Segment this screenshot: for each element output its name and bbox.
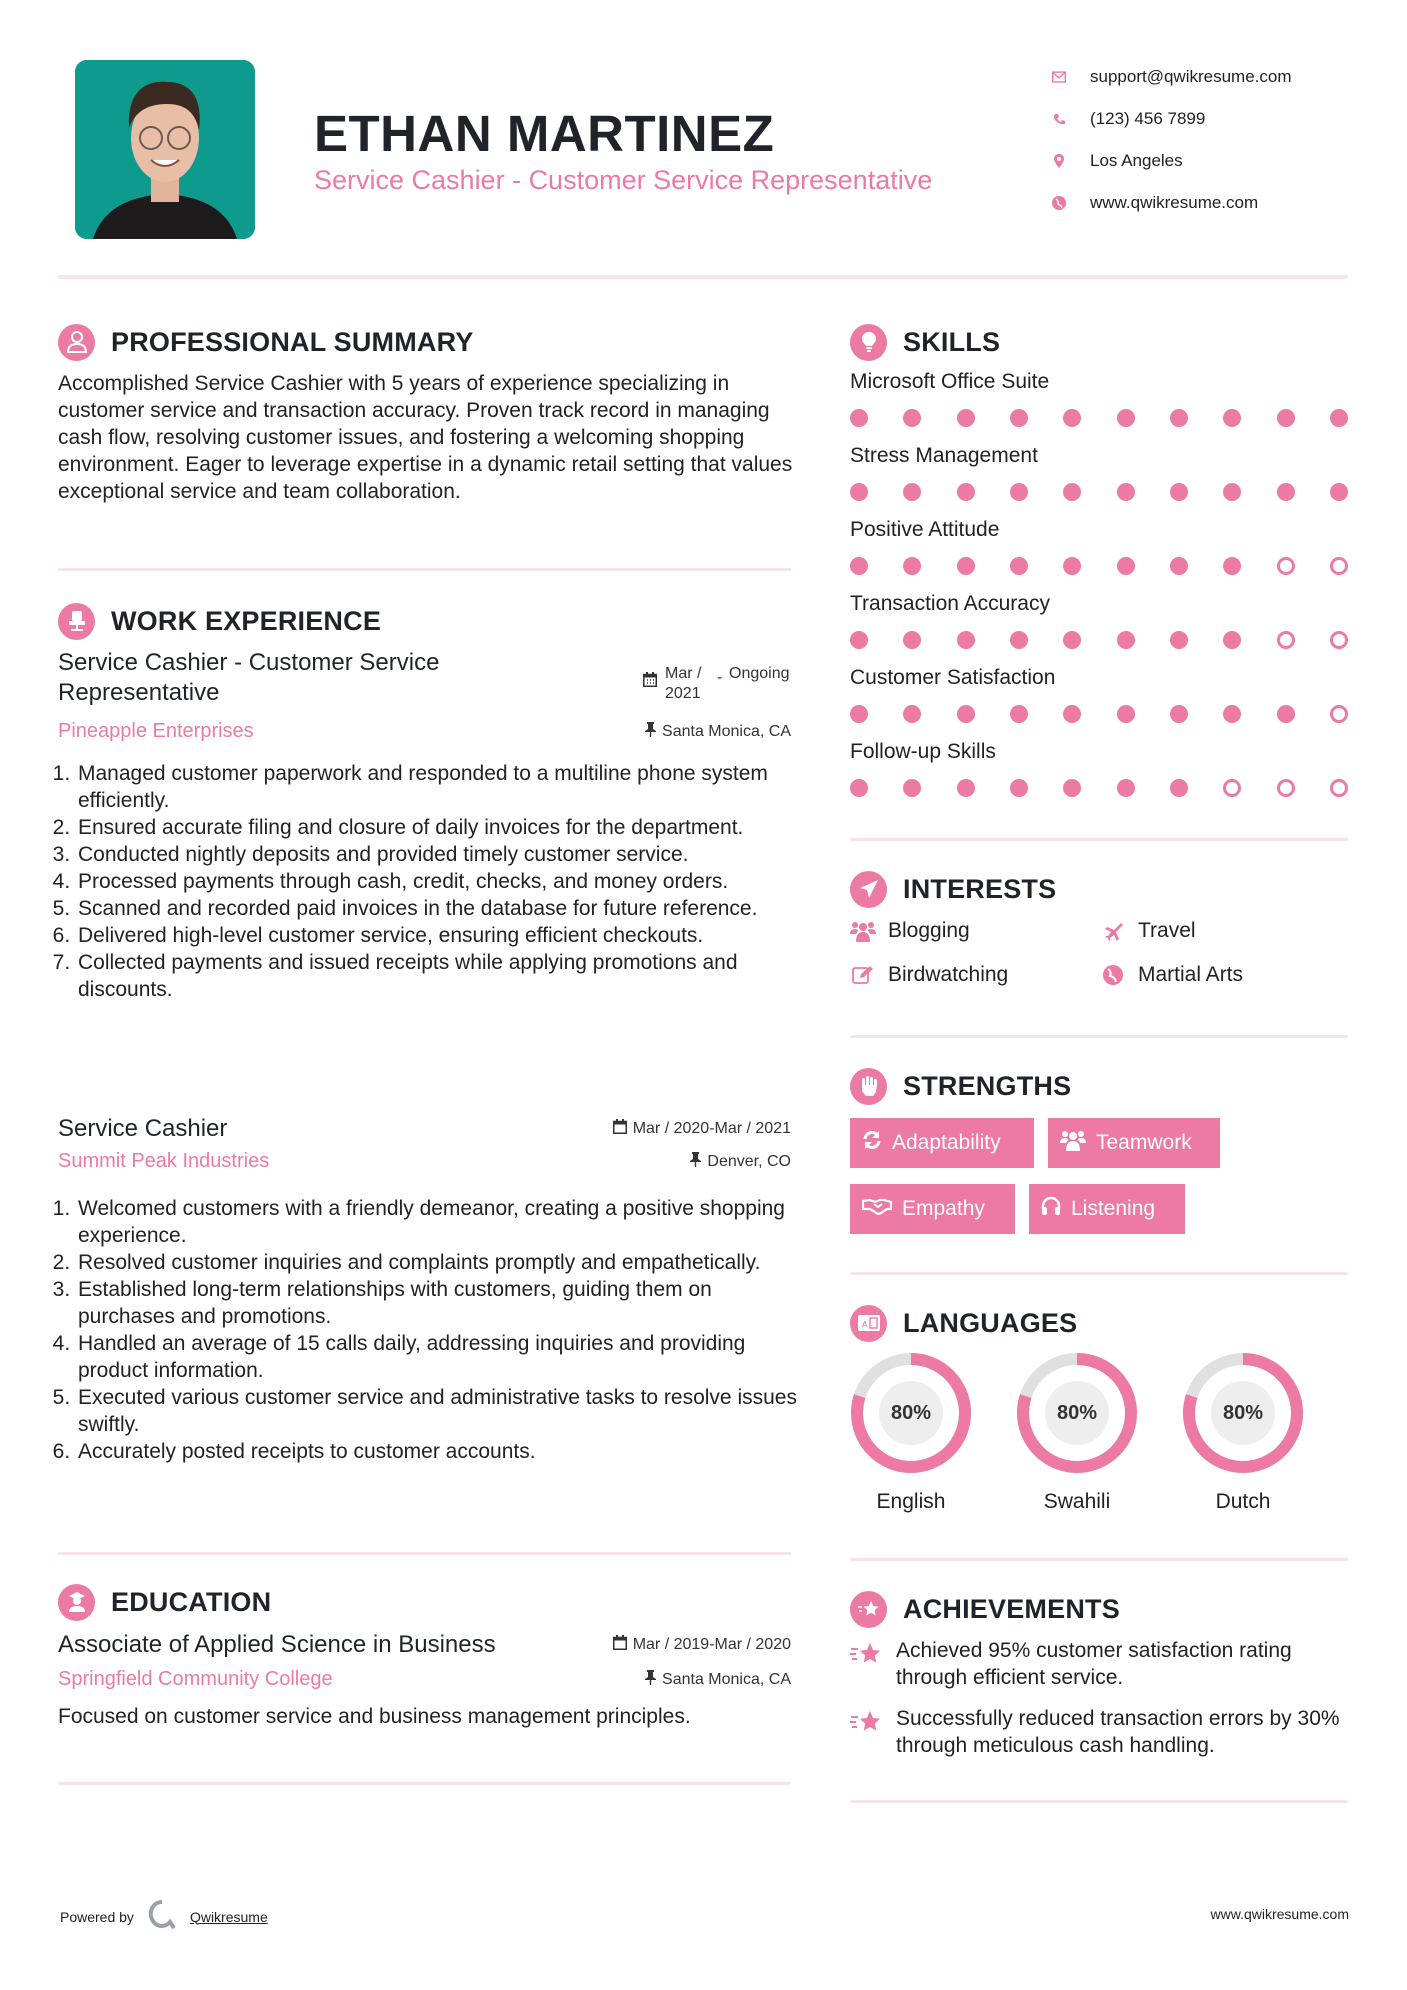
phone-icon	[1052, 112, 1066, 126]
skill-item	[850, 666, 1348, 740]
skill-rating	[850, 400, 1348, 444]
rating-dot-filled	[1117, 779, 1135, 797]
skills-list	[850, 370, 1348, 814]
company-name: Summit Peak Industries	[58, 1150, 270, 1172]
calendar-icon	[613, 1119, 627, 1139]
section-divider	[850, 838, 1348, 841]
pushpin-icon	[645, 722, 656, 742]
handshake-icon	[862, 1197, 892, 1221]
languages-heading: A LANGUAGES	[850, 1304, 1077, 1342]
calendar-icon	[613, 1635, 627, 1655]
job-duties-list	[58, 760, 798, 1003]
rating-dot-filled	[1277, 483, 1295, 501]
job-dates: Mar / 2021 - Ongoing	[643, 648, 791, 708]
job-duties-list	[58, 1195, 798, 1465]
rating-dot-filled	[1010, 409, 1028, 427]
duty-item: 2. Ensured accurate filing and closure of daily invoices for the department.	[76, 814, 798, 841]
duty-item: 1. Managed customer paperwork and responded to a multiline phone system efficiently.	[76, 760, 798, 814]
rating-dot-filled	[1117, 483, 1135, 501]
rating-dot-filled	[850, 557, 868, 575]
interests-heading: INTERESTS	[850, 870, 1056, 908]
rating-dot-empty	[1277, 557, 1295, 575]
duty-item: 6. Delivered high-level customer service, ensuring efficient checkouts.	[76, 922, 798, 949]
interest-item: Travel	[1100, 916, 1350, 946]
rating-dot-filled	[1223, 483, 1241, 501]
job-entry	[58, 648, 791, 743]
candidate-title: Service Cashier - Customer Service Representative	[314, 165, 933, 195]
language-name: English	[876, 1490, 946, 1513]
skills-heading: SKILLS	[850, 323, 1000, 361]
rating-dot-empty	[1277, 779, 1295, 797]
rating-dot-empty	[1330, 705, 1348, 723]
rating-dot-filled	[1063, 779, 1081, 797]
graduate-icon	[58, 1584, 95, 1621]
experience-heading: WORK EXPERIENCE	[58, 602, 381, 640]
school-name: Springfield Community College	[58, 1668, 333, 1690]
star-badge-icon	[850, 1591, 887, 1628]
achievements-list	[850, 1637, 1348, 1773]
section-divider	[850, 1272, 1348, 1275]
language-name: Swahili	[1043, 1490, 1111, 1513]
skill-name: Follow-up Skills	[850, 740, 996, 763]
duty-item: 7. Collected payments and issued receipts while applying promotions and discounts.	[76, 949, 798, 1003]
strength-tag: Listening	[1029, 1184, 1185, 1234]
section-divider	[58, 568, 791, 571]
rating-dot-filled	[957, 557, 975, 575]
strength-tag: Empathy	[850, 1184, 1015, 1234]
rating-dot-filled	[957, 631, 975, 649]
achievements-heading: ACHIEVEMENTS	[850, 1590, 1120, 1628]
rating-dot-filled	[903, 705, 921, 723]
calendar-icon	[643, 664, 657, 692]
rating-dot-filled	[903, 779, 921, 797]
contact-list	[1052, 56, 1292, 224]
rating-dot-empty	[1330, 631, 1348, 649]
rating-dot-filled	[1223, 631, 1241, 649]
duty-item: 4. Handled an average of 15 calls daily, addressing inquiries and providing product information.	[76, 1330, 798, 1384]
skill-rating	[850, 622, 1348, 666]
section-divider	[850, 1558, 1348, 1561]
rating-dot-filled	[850, 483, 868, 501]
rating-dot-filled	[1117, 409, 1135, 427]
rating-dot-filled	[1330, 483, 1348, 501]
lightbulb-icon	[850, 324, 887, 361]
language-progress-ring	[850, 1352, 972, 1474]
header-divider	[58, 275, 1348, 279]
rating-dot-filled	[1170, 705, 1188, 723]
map-pin-icon	[1052, 154, 1066, 168]
duty-item: 5. Scanned and recorded paid invoices in the database for future reference.	[76, 895, 798, 922]
rating-dot-filled	[1117, 705, 1135, 723]
duty-item: 2. Resolved customer inquiries and complaints promptly and empathetically.	[76, 1249, 798, 1276]
job-location: Denver, CO	[690, 1150, 791, 1173]
user-icon	[58, 324, 95, 361]
job-entry	[58, 1114, 791, 1173]
rating-dot-filled	[1117, 631, 1135, 649]
education-entry	[58, 1630, 791, 1730]
language-item	[1016, 1352, 1138, 1514]
skill-name: Customer Satisfaction	[850, 666, 1056, 689]
refresh-icon	[862, 1130, 882, 1156]
svg-text:A: A	[861, 1320, 867, 1329]
skill-rating	[850, 696, 1348, 740]
language-name: Dutch	[1215, 1490, 1271, 1513]
rating-dot-empty	[1330, 557, 1348, 575]
rating-dot-filled	[903, 483, 921, 501]
strengths-heading: STRENGTHS	[850, 1067, 1071, 1105]
qwikresume-link[interactable]: Qwikresume	[189, 1908, 268, 1925]
job-location: Santa Monica, CA	[645, 720, 791, 743]
rating-dot-filled	[1170, 631, 1188, 649]
rating-dot-filled	[1223, 705, 1241, 723]
strengths-list	[850, 1118, 1370, 1234]
section-divider	[850, 1800, 1348, 1803]
skill-name: Positive Attitude	[850, 518, 1000, 541]
skill-rating	[850, 548, 1348, 592]
person-photo-icon	[75, 60, 255, 239]
skill-name: Microsoft Office Suite	[850, 370, 1050, 393]
contact-email[interactable]: support@qwikresume.com	[1052, 56, 1292, 98]
rating-dot-filled	[1170, 557, 1188, 575]
duty-item: 5. Executed various customer service and administrative tasks to resolve issues swiftly.	[76, 1384, 798, 1438]
duty-item: 3. Established long-term relationships with customers, guiding them on purchases and promotions.	[76, 1276, 798, 1330]
rating-dot-filled	[1010, 705, 1028, 723]
rating-dot-filled	[1063, 705, 1081, 723]
contact-phone[interactable]: (123) 456 7899	[1052, 98, 1292, 140]
language-item	[1182, 1352, 1304, 1514]
rating-dot-filled	[1170, 409, 1188, 427]
language-percent: 80%	[1211, 1381, 1275, 1445]
plane-icon	[1100, 918, 1126, 944]
office-chair-icon	[58, 603, 95, 640]
language-percent: 80%	[879, 1381, 943, 1445]
section-divider	[58, 1552, 791, 1555]
shooting-star-icon	[850, 1705, 882, 1759]
skill-rating	[850, 474, 1348, 518]
achievement-item: Achieved 95% customer satisfaction rating through efficient service.	[850, 1637, 1348, 1691]
contact-website[interactable]: www.qwikresume.com	[1052, 182, 1292, 224]
interest-item: Birdwatching	[850, 960, 1100, 990]
rating-dot-filled	[1063, 483, 1081, 501]
job-title: Service Cashier - Customer Service Representative	[58, 649, 440, 706]
skill-item	[850, 370, 1348, 444]
edit-icon	[850, 962, 876, 988]
envelope-icon	[1052, 70, 1066, 84]
rating-dot-filled	[1063, 631, 1081, 649]
rating-dot-filled	[903, 631, 921, 649]
education-heading: EDUCATION	[58, 1583, 271, 1621]
rating-dot-filled	[1330, 409, 1348, 427]
languages-list	[850, 1352, 1304, 1514]
qwikresume-logo-icon	[148, 1900, 176, 1933]
section-divider	[850, 1035, 1348, 1038]
rating-dot-filled	[1010, 779, 1028, 797]
users-icon	[1060, 1129, 1086, 1157]
rating-dot-filled	[1170, 483, 1188, 501]
rating-dot-filled	[957, 705, 975, 723]
interest-item: Blogging	[850, 916, 1100, 946]
job-dates: Mar / 2020-Mar / 2021	[613, 1119, 791, 1139]
company-name: Pineapple Enterprises	[58, 720, 254, 742]
paper-plane-icon	[850, 871, 887, 908]
interests-list	[850, 916, 1350, 990]
rating-dot-filled	[1117, 557, 1135, 575]
summary-heading: PROFESSIONAL SUMMARY	[58, 323, 474, 361]
rating-dot-filled	[850, 779, 868, 797]
rating-dot-filled	[1010, 557, 1028, 575]
headphones-icon	[1041, 1196, 1061, 1222]
pushpin-icon	[645, 1670, 656, 1690]
education-description: Focused on customer service and business management principles.	[58, 1705, 691, 1728]
skill-rating	[850, 770, 1348, 814]
duty-item: 1. Welcomed customers with a friendly demeanor, creating a positive shopping experience.	[76, 1195, 798, 1249]
duty-item: 6. Accurately posted receipts to customer accounts.	[76, 1438, 798, 1465]
skill-name: Transaction Accuracy	[850, 592, 1050, 615]
strength-tag: Teamwork	[1048, 1118, 1220, 1168]
skill-name: Stress Management	[850, 444, 1038, 467]
rating-dot-filled	[1170, 779, 1188, 797]
fist-icon	[850, 1068, 887, 1105]
translate-icon	[850, 1305, 887, 1342]
duty-item: 3. Conducted nightly deposits and provided timely customer service.	[76, 841, 798, 868]
skill-item	[850, 444, 1348, 518]
rating-dot-filled	[1223, 409, 1241, 427]
rating-dot-empty	[1277, 631, 1295, 649]
rating-dot-filled	[1063, 409, 1081, 427]
skill-item	[850, 518, 1348, 592]
rating-dot-filled	[1223, 557, 1241, 575]
rating-dot-filled	[1063, 557, 1081, 575]
footer-website[interactable]: www.qwikresume.com	[1210, 1906, 1349, 1922]
rating-dot-empty	[1223, 779, 1241, 797]
achievement-item: Successfully reduced transaction errors by 30% through meticulous cash handling.	[850, 1705, 1348, 1759]
pushpin-icon	[690, 1152, 701, 1172]
rating-dot-filled	[903, 409, 921, 427]
rating-dot-filled	[1010, 631, 1028, 649]
rating-dot-filled	[1010, 483, 1028, 501]
strength-tag: Adaptability	[850, 1118, 1034, 1168]
skill-item	[850, 740, 1348, 814]
language-item	[850, 1352, 972, 1514]
shooting-star-icon	[850, 1637, 882, 1691]
powered-by: Powered by Qwikresume	[60, 1900, 268, 1933]
job-title: Service Cashier	[58, 1115, 228, 1142]
rating-dot-empty	[1330, 779, 1348, 797]
users-icon	[850, 918, 876, 944]
contact-location: Los Angeles	[1052, 140, 1292, 182]
summary-text: Accomplished Service Cashier with 5 years of experience specializing in customer service and transaction accuracy. Proven track record in managing cash flow, resolving customer issues, and fostering a welcoming shopping environment. Eager to leverage expertise in a dynamic retail setting that values exceptional service and team collaboration.	[58, 372, 793, 503]
rating-dot-filled	[850, 409, 868, 427]
skill-item	[850, 592, 1348, 666]
rating-dot-filled	[957, 483, 975, 501]
language-progress-ring	[1182, 1352, 1304, 1474]
language-percent: 80%	[1045, 1381, 1109, 1445]
rating-dot-filled	[850, 705, 868, 723]
education-dates: Mar / 2019-Mar / 2020	[613, 1635, 791, 1655]
section-divider	[58, 1782, 791, 1785]
rating-dot-filled	[903, 557, 921, 575]
language-progress-ring	[1016, 1352, 1138, 1474]
interest-item: Martial Arts	[1100, 960, 1350, 990]
profile-photo	[75, 60, 255, 239]
candidate-name: ETHAN MARTINEZ	[314, 105, 775, 162]
rating-dot-filled	[1277, 705, 1295, 723]
rating-dot-filled	[957, 409, 975, 427]
rating-dot-filled	[850, 631, 868, 649]
globe-icon	[1052, 196, 1066, 210]
rating-dot-filled	[1277, 409, 1295, 427]
rating-dot-filled	[957, 779, 975, 797]
education-location: Santa Monica, CA	[645, 1668, 791, 1691]
duty-item: 4. Processed payments through cash, credit, checks, and money orders.	[76, 868, 798, 895]
degree-title: Associate of Applied Science in Business	[58, 1631, 496, 1658]
globe-icon	[1100, 962, 1126, 988]
